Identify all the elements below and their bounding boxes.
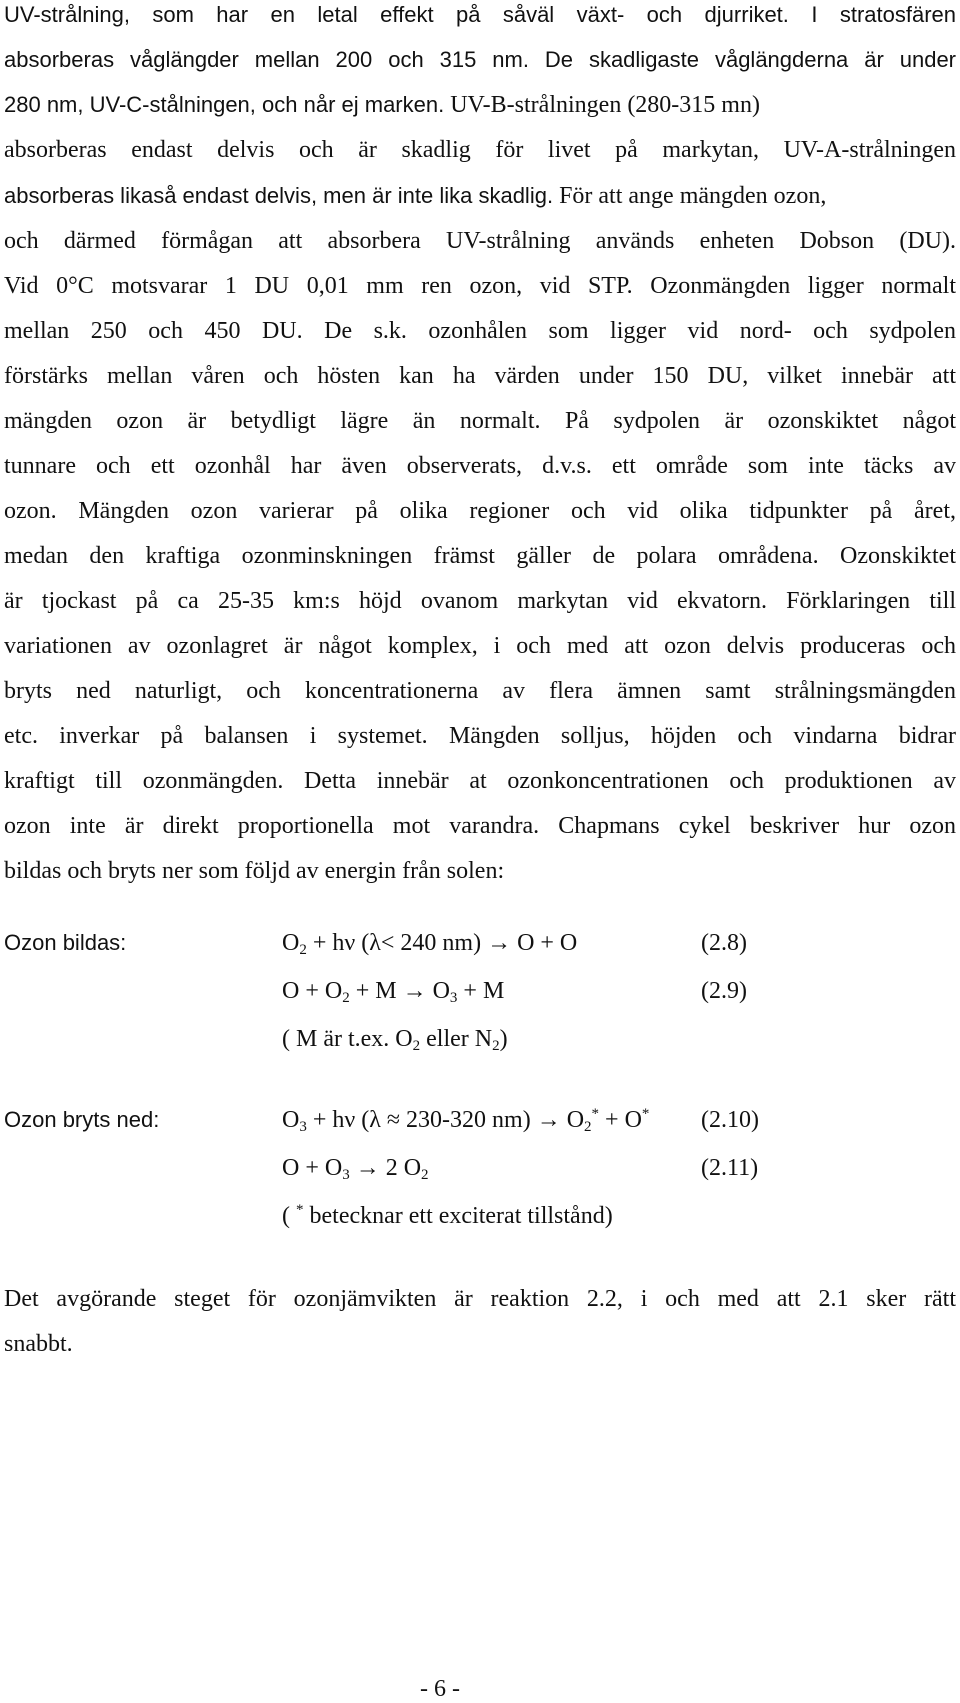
equation-2-8: $O_2 + h\nu$ (λ< 240 nm) → O + O (282, 930, 578, 958)
equation-2-10: $O_3 + h\nu$ (λ ≈ 230-320 $nm) \to O_2^* + O^*$ (282, 1106, 650, 1135)
equation-number: (2.10) (701, 1107, 759, 1133)
equation-note: ( M är t.ex. $O_2$ eller $N_2$) (282, 1026, 508, 1054)
reaction-arrow: → (355, 1155, 380, 1181)
reaction-arrow: → (402, 978, 427, 1004)
equation-number: (2.9) (701, 978, 747, 1004)
text-line: är tjockast på ca 25-35 km:s höjd ovanom markytan vid ekvatorn. Förklaringen till (4, 588, 956, 614)
text-line: etc. inverkar på balansen i systemet. Mängden solljus, höjden och vindarna bidrar (4, 723, 956, 749)
text-line: förstärks mellan våren och hösten kan ha värden under 150 DU, vilket innebär att (4, 363, 956, 389)
equation-note-row (4, 1026, 956, 1074)
ozone-formation-equations (4, 930, 956, 1074)
text-line: 280 nm, UV-C-stålningen, och når ej marken. UV-B-strålningen (280-315 mn) (4, 92, 760, 118)
text-line: snabbt. (4, 1331, 73, 1357)
body-paragraph-1 (4, 0, 956, 894)
text-line: och därmed förmågan att absorbera UV-strålning används enheten Dobson (DU). (4, 228, 956, 254)
equation-number: (2.11) (701, 1155, 759, 1181)
reaction-arrow: → (536, 1107, 561, 1133)
text-line: absorberas våglängder mellan 200 och 315 nm. De skadligaste våglängderna är under (4, 47, 956, 72)
reaction-arrow: → (487, 930, 512, 956)
equation-row (4, 978, 956, 1026)
breakdown-label: Ozon bryts ned: (4, 1107, 160, 1132)
text-line: tunnare och ett ozonhål har även observerats, d.v.s. ett område som inte täcks av (4, 453, 956, 479)
page-number: - 6 - (420, 1676, 460, 1702)
text-line: variationen av ozonlagret är något komplex, i och med att ozon delvis produceras och (4, 633, 956, 659)
equation-2-11: $O + O_3 \to 2$ $O_2$ (282, 1155, 429, 1183)
text-line: bildas och bryts ner som följd av energin från solen: (4, 858, 505, 884)
text-line: Det avgörande steget för ozonjämvikten är reaktion 2.2, i och med att 2.1 sker rätt (4, 1286, 956, 1312)
body-paragraph-2 (4, 1277, 956, 1367)
equation-row (4, 1155, 956, 1203)
equation-note-row (4, 1203, 956, 1251)
text-line: ozon inte är direkt proportionella mot varandra. Chapmans cykel beskriver hur ozon (4, 813, 956, 839)
text-line: Vid 0°C motsvarar 1 DU 0,01 mm ren ozon, vid STP. Ozonmängden ligger normalt (4, 273, 956, 299)
text-line: kraftigt till ozonmängden. Detta innebär at ozonkoncentrationen och produktionen av (4, 768, 956, 794)
equation-note: ( * betecknar ett exciterat tillstånd) (282, 1202, 613, 1229)
formation-label: Ozon bildas: (4, 930, 127, 955)
text-line: absorberas endast delvis och är skadlig för livet på markytan, UV-A-strålningen (4, 137, 956, 163)
ozone-breakdown-equations (4, 1107, 956, 1251)
equation-number: (2.8) (701, 930, 747, 956)
equation-2-9: $O + O_2 + M \to O_3 + M$ (282, 978, 505, 1006)
equation-row (4, 930, 956, 978)
text-line: mängden ozon är betydligt lägre än normalt. På sydpolen är ozonskiktet något (4, 408, 956, 434)
text-line: medan den kraftiga ozonminskningen främst gäller de polara områdena. Ozonskiktet (4, 543, 956, 569)
text-line: ozon. Mängden ozon varierar på olika regioner och vid olika tidpunkter på året, (4, 498, 956, 524)
equation-row (4, 1107, 956, 1155)
text-line: bryts ned naturligt, och koncentrationerna av flera ämnen samt strålningsmängden (4, 678, 956, 704)
text-line: absorberas likaså endast delvis, men är inte lika skadlig. För att ange mängden ozon, (4, 183, 827, 209)
text-line: UV-strålning, som har en letal effekt på såväl växt- och djurriket. I stratosfären (4, 2, 956, 27)
text-line: mellan 250 och 450 DU. De s.k. ozonhålen som ligger vid nord- och sydpolen (4, 318, 956, 344)
